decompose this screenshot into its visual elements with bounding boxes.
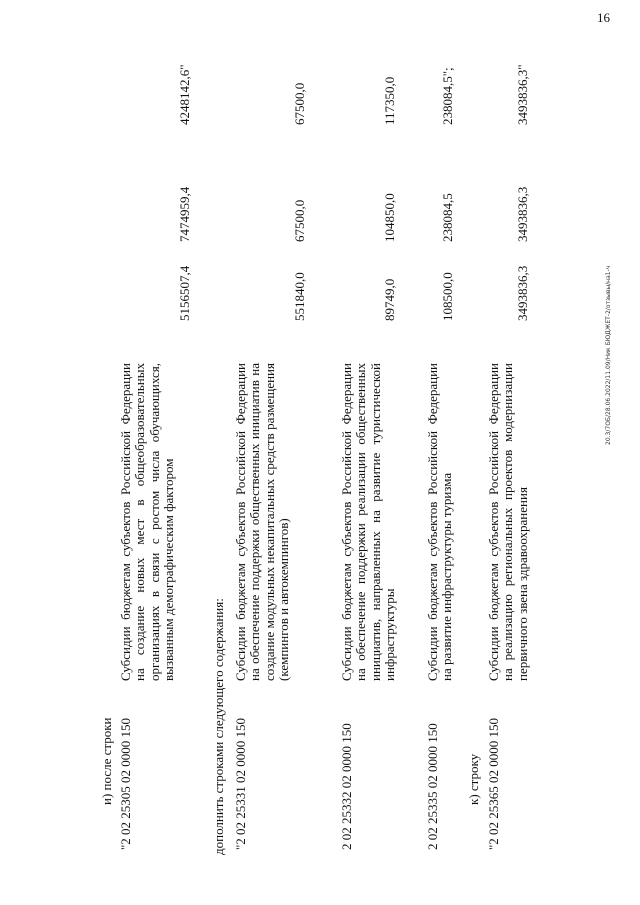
row-5-value-1: 3493836,3	[515, 265, 530, 321]
row-1-code: "2 02 25305 02 0000 150	[118, 717, 133, 850]
row-5-value-2: 3493836,3	[515, 186, 530, 242]
instruction-i: и) после строки	[99, 717, 114, 805]
row-3-description: Субсидии бюджетам субъектов Российской Федерации на обеспечение поддержки реализации общественных инициатив, направленных на развитие туристической инфраструктуры	[339, 363, 398, 681]
row-3-value-2: 104850,0	[382, 193, 397, 242]
row-4-description: Субсидии бюджетам субъектов Российской Федерации на развитие инфраструктуры туризма	[425, 363, 455, 681]
row-2-value-1: 551840,0	[292, 272, 307, 321]
row-2-value-2: 67500,0	[292, 199, 307, 242]
row-2-description: Субсидии бюджетам субъектов Российской Федерации на обеспечение поддержки общественных инициатив на создание модульных некапитальных средств размещения (кемпингов и автокемпингов)	[233, 363, 292, 681]
page-number: 16	[597, 10, 610, 25]
row-5-code: "2 02 25365 02 0000 150	[486, 717, 501, 850]
row-4-value-2: 238084,5	[440, 193, 455, 242]
row-3-value-3: 117350,0	[382, 76, 397, 125]
instruction-k: к) строку	[466, 753, 481, 805]
row-3-code: 2 02 25332 02 0000 150	[339, 723, 354, 850]
footer-stamp: 20.3/7ОБ/28.06.2022/11.09/Ник БЮДЖЕТ-2/отзывы/на1-ч	[605, 265, 612, 445]
row-2-code: "2 02 25331 02 0000 150	[233, 717, 248, 850]
row-1-value-1: 5156507,4	[177, 265, 192, 321]
row-2-value-3: 67500,0	[292, 82, 307, 125]
row-1-description: Субсидии бюджетам субъектов Российской Федерации на создание новых мест в общеобразовательных организациях в связи с ростом числа обучающихся, вызванным демографическим фактором	[118, 363, 177, 681]
row-3-value-1: 89749,0	[382, 278, 397, 321]
row-4-value-1: 108500,0	[440, 272, 455, 321]
row-5-description: Субсидии бюджетам субъектов Российской Федерации на реализацию региональных проектов модернизации первичного звена здравоохранения	[486, 363, 530, 681]
row-5-value-3: 3493836,3"	[515, 64, 530, 125]
row-4-code: 2 02 25335 02 0000 150	[425, 723, 440, 850]
row-4-value-3: 238084,5";	[440, 67, 455, 125]
row-1-value-2: 7474959,4	[177, 186, 192, 242]
instruction-add-rows: дополнить строками следующего содержания:	[211, 598, 226, 855]
row-1-value-3: 4248142,6"	[177, 64, 192, 125]
